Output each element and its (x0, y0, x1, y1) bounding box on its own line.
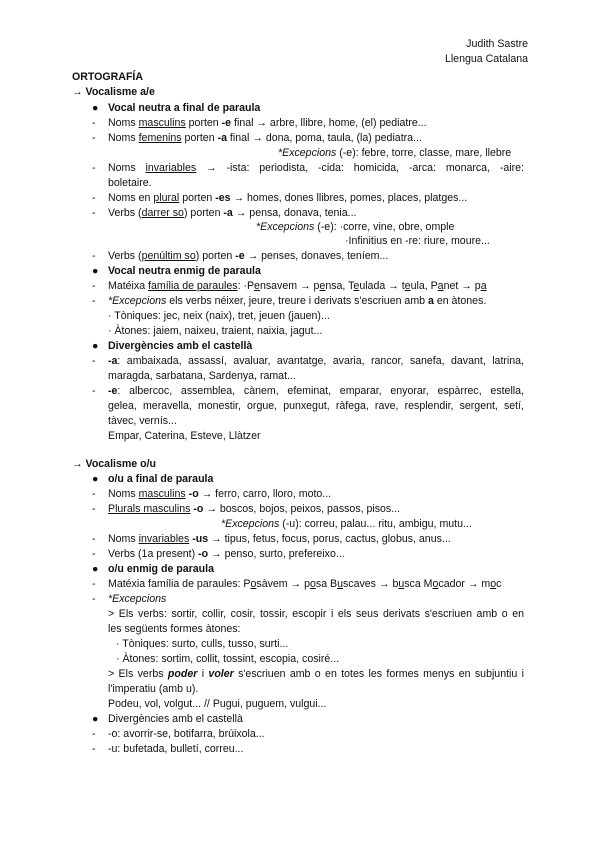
list-item-text: -o: avorrir-se, botifarra, brúixola... (108, 728, 265, 740)
list-item-text: -a: ambaixada, assassí, avaluar, avantatge, avaria, rancor, sanefa, davant, latrina, (108, 355, 524, 367)
dash-marker: - (92, 280, 96, 292)
dash-marker: - (92, 355, 96, 367)
list-item-continuation: tàvec, vernís... (108, 415, 177, 427)
list-item-continuation: maragda, sarbatana, Sardenya, ramat... (108, 370, 296, 382)
sub-line: · Àtones: jaiem, naixeu, traient, naixia, jagut... (108, 325, 323, 337)
list-item-continuation: gelea, meravella, monestir, orgue, punxegut, ràfega, rave, resplendir, sergent, setí, (108, 400, 524, 412)
exception-line: *Excepcions (-e): ·corre, vine, obre, omple (256, 221, 455, 233)
list-item-continuation: Empar, Caterina, Esteve, Llàtzer (108, 430, 261, 442)
sub-line: Podeu, vol, volgut... // Pugui, puguem, vulgui... (108, 698, 327, 710)
sub-line: l'imperatiu (amb u). (108, 683, 199, 695)
list-item-text: *Excepcions els verbs néixer, jeure, treure i derivats s'escriuen amb a en àtones. (108, 295, 487, 307)
list-item-text: Noms invariables -us → tipus, fetus, focus, porus, cactus, globus, anus... (108, 533, 451, 545)
exception-line: *Excepcions (-u): correu, palau... ritu, ambigu, mutu... (221, 518, 472, 530)
list-item-text: Noms femenins porten -a final → dona, poma, taula, (la) pediatra... (108, 132, 422, 144)
dash-marker: - (92, 578, 96, 590)
exception-line: ·Infinitius en -re: riure, moure... (345, 235, 490, 247)
list-item-text: Noms masculins -o → ferro, carro, lloro, moto... (108, 488, 332, 500)
list-item-text: *Excepcions (108, 593, 167, 605)
dash-marker: - (92, 548, 96, 560)
list-item-continuation: boletaire. (108, 177, 152, 189)
list-item-text: Verbs (darrer so) porten -a → pensa, donava, tenia... (108, 207, 357, 219)
bullet-marker: ● (92, 340, 99, 352)
exception-line: *Excepcions (-e): febre, torre, classe, mare, llebre (278, 147, 512, 159)
list-item-text: Noms invariables → -ista: periodista, -cida: homicida, -arca: monarca, -aire: (108, 162, 525, 174)
dash-marker: - (92, 192, 96, 204)
list-item-text: Noms en plural porten -es → homes, dones llibres, pomes, places, platges... (108, 192, 468, 204)
document-header (445, 37, 528, 67)
subheading: Vocal neutra a final de paraula (108, 102, 261, 114)
subheading: Vocal neutra enmig de paraula (108, 265, 261, 277)
bullet-marker: ● (92, 563, 99, 575)
dash-marker: - (92, 385, 96, 397)
sub-line: > Els verbs poder i voler s'escriuen amb o en totes les formes menys en subjuntiu i (108, 668, 524, 680)
list-item-text: Noms masculins porten -e final → arbre, llibre, home, (el) pediatre... (108, 117, 427, 129)
sub-line: · Tòniques: jec, neix (naix), tret, jeuen (jauen)... (108, 310, 330, 322)
dash-marker: - (92, 488, 96, 500)
subheading: o/u a final de paraula (108, 473, 214, 485)
list-item-text: Verbs (1a present) -o → penso, surto, prefereixo... (108, 548, 345, 560)
dash-marker: - (92, 593, 96, 605)
sub-line: les següents formes àtones: (108, 623, 241, 635)
sub-line: · Tòniques: surto, culls, tusso, surti... (116, 638, 289, 650)
sub-line: · Àtones: sortim, collit, tossint, escopia, cosiré... (116, 653, 340, 665)
sub-line: > Els verbs: sortir, collir, cosir, tossir, escopir i els seus derivats s'escriuen amb o en (108, 608, 524, 620)
dash-marker: - (92, 117, 96, 129)
dash-marker: - (92, 533, 96, 545)
dash-marker: - (92, 295, 96, 307)
list-item-text: Matéixa família de paraules: ·Pensavem → pensa, Teulada → teula, Panet → pa (108, 280, 487, 292)
dash-marker: - (92, 728, 96, 740)
bullet-marker: ● (92, 713, 99, 725)
dash-marker: - (92, 207, 96, 219)
bullet-marker: ● (92, 473, 99, 485)
dash-marker: - (92, 743, 96, 755)
subheading: Divergències amb el castellà (108, 713, 243, 725)
dash-marker: - (92, 162, 96, 174)
page-title: ORTOGRAFÍA (72, 71, 144, 83)
subheading: Divergències amb el castellà (108, 340, 253, 352)
list-item-text: Matéxia família de paraules: Posàvem → posa Buscaves → busca Mocador → moc (108, 578, 502, 590)
section-heading-a-e: → Vocalisme a/e (72, 86, 155, 98)
list-item-text: -e: albercoc, assemblea, cànem, efeminat, emparar, enyorar, espàrrec, estella, (108, 385, 524, 397)
list-item-text: Plurals masculins -o → boscos, bojos, peixos, passos, pisos... (108, 503, 401, 515)
bullet-marker: ● (92, 102, 99, 114)
subheading: o/u enmig de paraula (108, 563, 214, 575)
dash-marker: - (92, 250, 96, 262)
list-item-text: Verbs (penúltim so) porten -e → penses, donaves, teníem... (108, 250, 389, 262)
list-item-text: -u: bufetada, bulletí, correu... (108, 743, 244, 755)
dash-marker: - (92, 132, 96, 144)
subject-name: Llengua Catalana (444, 53, 528, 65)
dash-marker: - (92, 503, 96, 515)
author-name: Judith Sastre (466, 38, 528, 50)
bullet-marker: ● (92, 265, 99, 277)
section-heading-o-u: → Vocalisme o/u (72, 458, 156, 470)
